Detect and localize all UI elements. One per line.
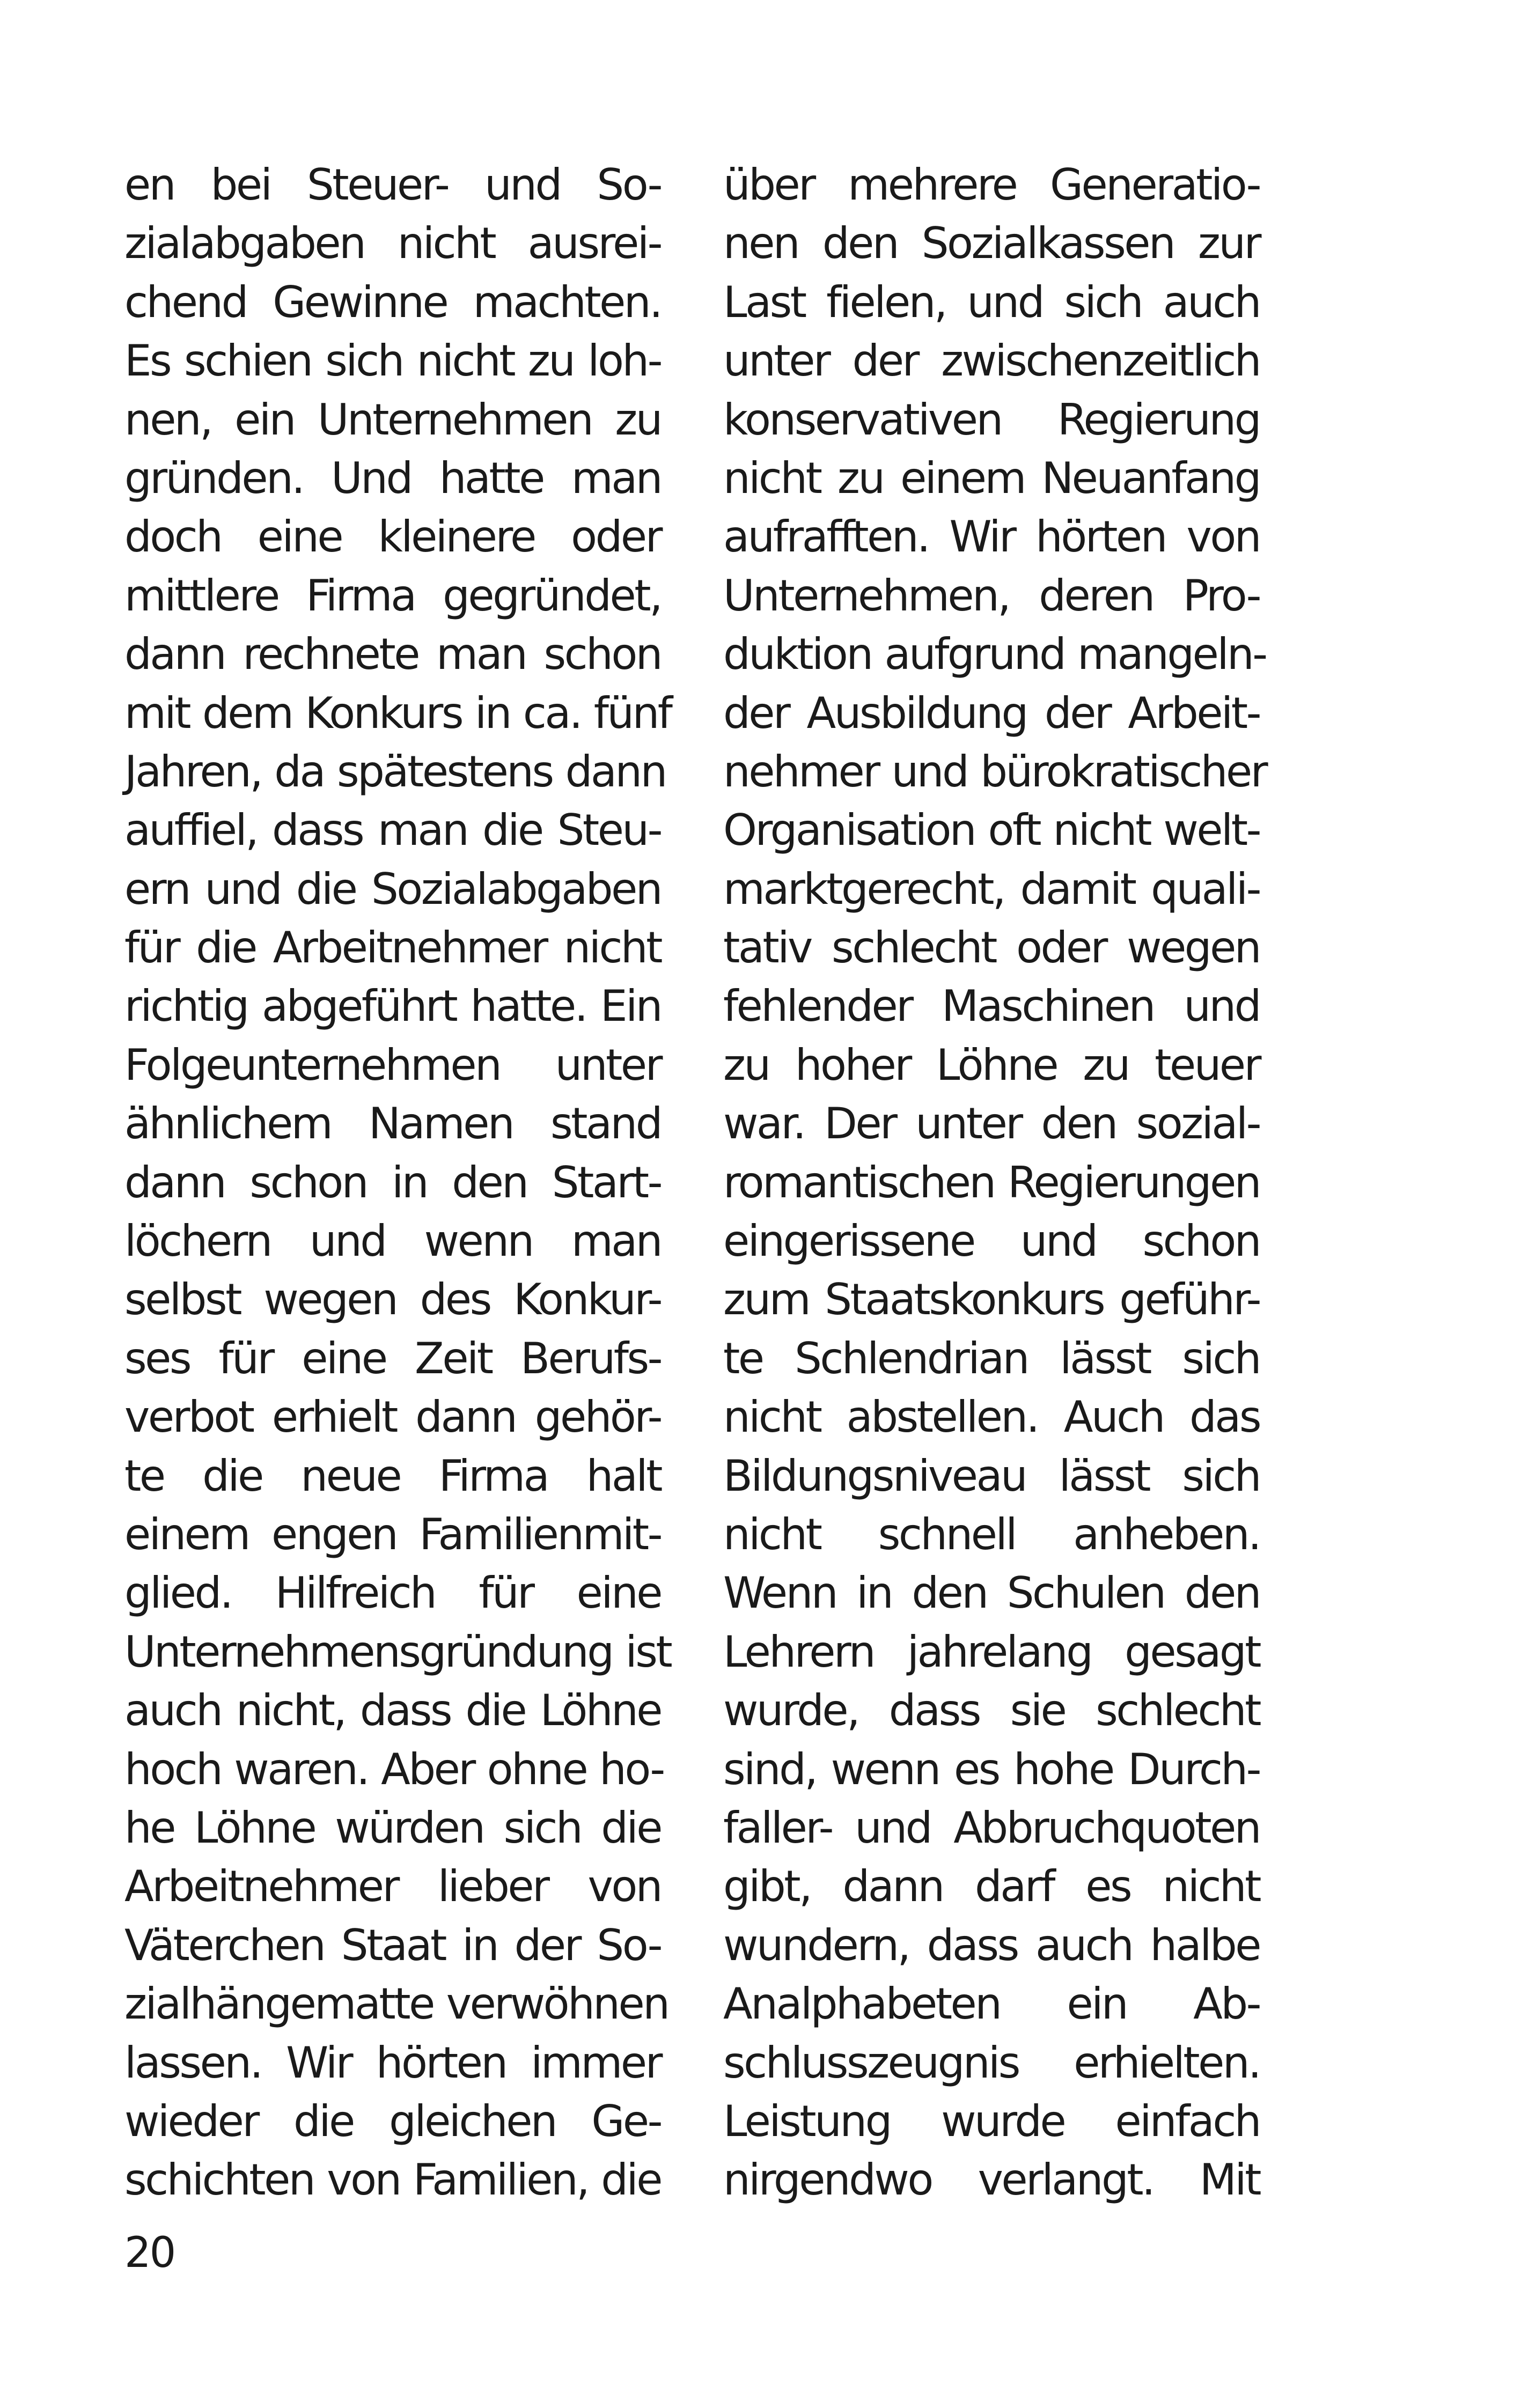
text-line: nen, ein Unternehmen zu xyxy=(124,394,661,445)
text-line: gründen. Und hatte man xyxy=(124,453,661,503)
text-line: ähnlichem Namen stand xyxy=(124,1099,661,1149)
text-line: marktgerecht, damit quali- xyxy=(723,864,1260,914)
text-line: Leistung wurde einfach xyxy=(723,2096,1260,2146)
text-line: der Ausbildung der Arbeit- xyxy=(723,688,1260,738)
text-line: über mehrere Generatio- xyxy=(723,160,1260,210)
text-line: Last fielen, und sich auch xyxy=(723,277,1260,327)
text-line: zialhängematte verwöhnen xyxy=(124,1979,668,2029)
text-line: romantischen Regierungen xyxy=(723,1157,1260,1207)
text-line: schichten von Familien, die xyxy=(124,2155,661,2205)
text-line: selbst wegen des Konkur- xyxy=(124,1275,661,1325)
page-number: 20 xyxy=(124,2229,175,2277)
text-line: nen den Sozialkassen zur xyxy=(723,218,1260,269)
text-line: Väterchen Staat in der So- xyxy=(124,1920,661,1970)
text-line: mittlere Firma gegründet, xyxy=(124,570,661,621)
text-line: Unternehmensgründung ist xyxy=(124,1626,671,1677)
text-line: te die neue Firma halt xyxy=(124,1450,661,1501)
right-text-column xyxy=(723,156,1267,2210)
text-line: te Schlendrian lässt sich xyxy=(723,1333,1260,1383)
text-line: einem engen Familienmit- xyxy=(124,1509,661,1559)
text-line: Organisation oft nicht welt- xyxy=(723,805,1260,856)
text-line: wurde, dass sie schlecht xyxy=(723,1685,1260,1736)
text-line: wundern, dass auch halbe xyxy=(723,1920,1260,1970)
text-line: Lehrern jahrelang gesagt xyxy=(723,1626,1260,1677)
text-line: doch eine kleinere oder xyxy=(124,512,661,562)
text-line: nehmer und bürokratischer xyxy=(723,746,1267,797)
left-text-column xyxy=(124,156,671,2210)
text-line: duktion aufgrund mangeln- xyxy=(723,629,1266,680)
text-line: nicht abstellen. Auch das xyxy=(723,1392,1260,1442)
text-line: ern und die Sozialabgaben xyxy=(124,864,661,914)
text-line: löchern und wenn man xyxy=(124,1216,661,1266)
text-line: unter der zwischenzeitlich xyxy=(723,336,1260,386)
text-line: glied. Hilfreich für eine xyxy=(124,1568,661,1618)
text-line: auffiel, dass man die Steu- xyxy=(124,805,661,856)
text-line: Arbeitnehmer lieber von xyxy=(124,1861,661,1912)
text-line: war. Der unter den sozial- xyxy=(723,1099,1260,1149)
text-line: hoch waren. Aber ohne ho- xyxy=(124,1744,664,1794)
text-line: Analphabeten ein Ab- xyxy=(723,1979,1260,2029)
text-line: mit dem Konkurs in ca. fünf xyxy=(124,688,671,738)
text-line: gibt, dann darf es nicht xyxy=(723,1861,1260,1912)
text-line: für die Arbeitnehmer nicht xyxy=(124,923,661,973)
text-line: auch nicht, dass die Löhne xyxy=(124,1685,661,1736)
text-line: dann rechnete man schon xyxy=(124,629,661,680)
text-line: lassen. Wir hörten immer xyxy=(124,2037,661,2088)
text-line: Folgeunternehmen unter xyxy=(124,1040,661,1090)
text-line: nirgendwo verlangt. Mit xyxy=(723,2155,1260,2205)
text-line: nicht zu einem Neuanfang xyxy=(723,453,1260,503)
text-line: Wenn in den Schulen den xyxy=(723,1568,1260,1618)
text-line: faller- und Abbruchquoten xyxy=(723,1802,1260,1853)
text-line: chend Gewinne machten. xyxy=(124,277,661,327)
text-line: he Löhne würden sich die xyxy=(124,1802,661,1853)
text-line: konservativen Regierung xyxy=(723,394,1260,445)
text-line: Es schien sich nicht zu loh- xyxy=(124,336,661,386)
text-line: Bildungsniveau lässt sich xyxy=(723,1450,1260,1501)
text-line: fehlender Maschinen und xyxy=(723,981,1260,1032)
text-line: sind, wenn es hohe Durch- xyxy=(723,1744,1260,1794)
text-line: en bei Steuer- und So- xyxy=(124,160,661,210)
text-line: Unternehmen, deren Pro- xyxy=(723,570,1260,621)
text-line: aufrafften. Wir hörten von xyxy=(723,512,1260,562)
text-line: zu hoher Löhne zu teuer xyxy=(723,1040,1260,1090)
text-line: zialabgaben nicht ausrei- xyxy=(124,218,661,269)
text-line: zum Staatskonkurs geführ- xyxy=(723,1275,1260,1325)
text-line: richtig abgeführt hatte. Ein xyxy=(124,981,661,1032)
text-line: schlusszeugnis erhielten. xyxy=(723,2037,1260,2088)
text-line: Jahren, da spätestens dann xyxy=(124,746,666,797)
text-line: wieder die gleichen Ge- xyxy=(124,2096,661,2146)
text-line: dann schon in den Start- xyxy=(124,1157,661,1207)
text-line: verbot erhielt dann gehör- xyxy=(124,1392,661,1442)
text-line: tativ schlecht oder wegen xyxy=(723,923,1260,973)
text-line: nicht schnell anheben. xyxy=(723,1509,1260,1559)
text-line: ses für eine Zeit Berufs- xyxy=(124,1333,661,1383)
text-line: eingerissene und schon xyxy=(723,1216,1260,1266)
